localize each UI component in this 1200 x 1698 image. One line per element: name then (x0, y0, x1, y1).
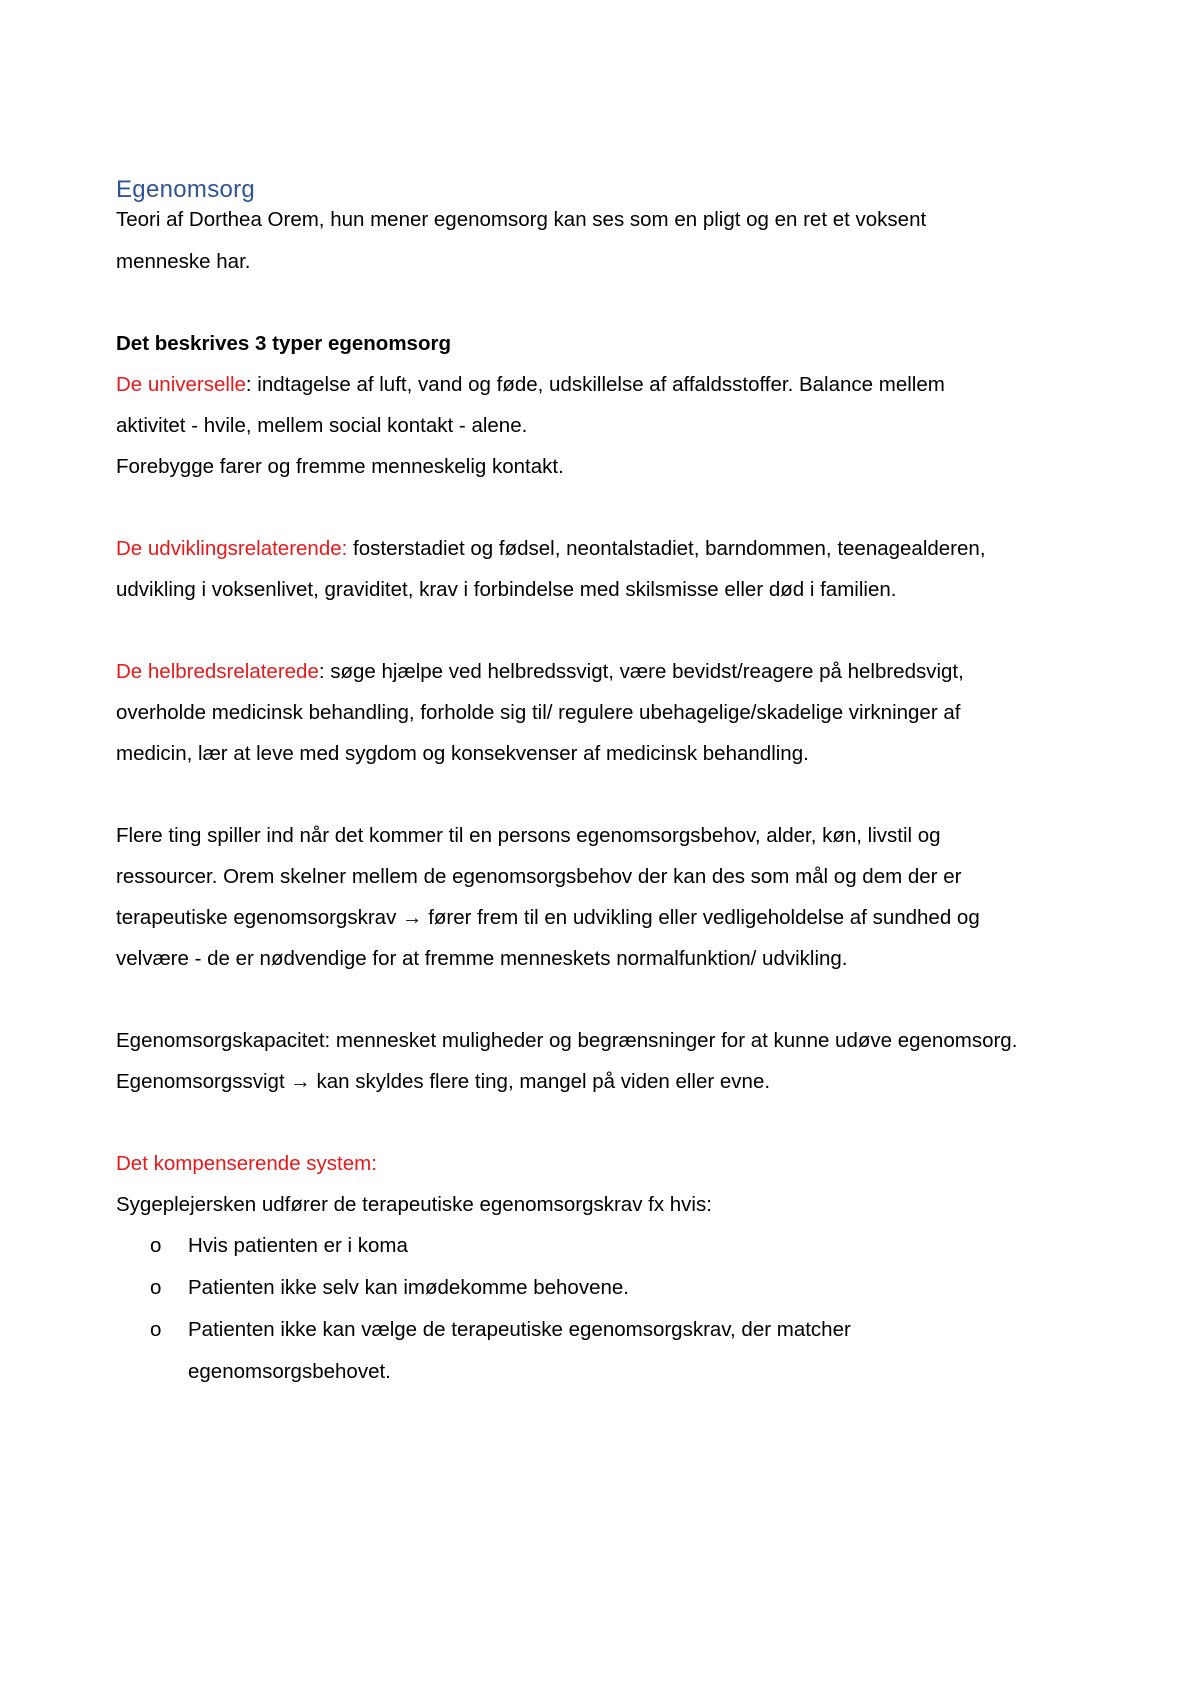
universal-line-2: aktivitet - hvile, mellem social kontakt - alene. (116, 414, 528, 437)
list-item-text: egenomsorgsbehovet. (188, 1360, 391, 1383)
list-item-text: Patienten ikke selv kan imødekomme behovene. (188, 1276, 629, 1299)
types-heading: Det beskrives 3 typer egenomsorg (116, 332, 451, 355)
bullet-circle-icon: o (150, 1234, 162, 1257)
development-line-2: udvikling i voksenlivet, graviditet, krav i forbindelse med skilsmisse eller død i familien. (116, 578, 897, 601)
universal-label: De universelle (116, 373, 246, 396)
universal-line-3: Forebygge farer og fremme menneskelig kontakt. (116, 455, 564, 478)
development-line-1 (116, 527, 986, 571)
bullet-circle-icon: o (150, 1276, 162, 1299)
universal-text: : indtagelse af luft, vand og føde, udskillelse af affaldsstoffer. Balance mellem (245, 373, 945, 396)
factors-line-1: Flere ting spiller ind når det kommer til en persons egenomsorgsbehov, alder, køn, livstil og (116, 824, 941, 847)
factors-line-2: ressourcer. Orem skelner mellem de egenomsorgsbehov der kan des som mål og dem der er (116, 865, 962, 888)
factors-line-4: velvære - de er nødvendige for at fremme menneskets normalfunktion/ udvikling. (116, 947, 848, 970)
health-line-3: medicin, lær at leve med sygdom og konsekvenser af medicinsk behandling. (116, 742, 809, 765)
list-item-text: Patienten ikke kan vælge de terapeutiske egenomsorgskrav, der matcher (188, 1318, 851, 1341)
compensating-intro: Sygeplejersken udfører de terapeutiske egenomsorgskrav fx hvis: (116, 1193, 712, 1216)
health-line-2: overholde medicinsk behandling, forholde sig til/ regulere ubehagelige/skadelige virkninger af (116, 701, 961, 724)
factors-line-3: terapeutiske egenomsorgskrav → fører frem til en udvikling eller vedligeholdelse af sundhed og (116, 906, 980, 929)
capacity-line-1: Egenomsorgskapacitet: mennesket muligheder og begrænsninger for at kunne udøve egenomsorg. (116, 1029, 1018, 1052)
development-label: De udviklingsrelaterende: (116, 537, 348, 560)
compensating-heading: Det kompenserende system: (116, 1152, 377, 1175)
health-line-1 (116, 650, 964, 694)
intro-line-1: Teori af Dorthea Orem, hun mener egenomsorg kan ses som en pligt og en ret et voksent (116, 208, 927, 231)
bullet-circle-icon: o (150, 1318, 162, 1341)
universal-line-1 (116, 363, 945, 407)
health-label: De helbredsrelaterede (116, 660, 319, 683)
intro-line-2: menneske har. (116, 250, 251, 273)
development-text: fosterstadiet og fødsel, neontalstadiet, barndommen, teenagealderen, (347, 537, 986, 560)
list-item-text: Hvis patienten er i koma (188, 1234, 408, 1257)
section-heading: Egenomsorg (116, 176, 256, 203)
health-text: : søge hjælpe ved helbredssvigt, være bevidst/reagere på helbredsvigt, (318, 660, 964, 683)
capacity-line-2: Egenomsorgssvigt → kan skyldes flere ting, mangel på viden eller evne. (116, 1070, 771, 1093)
